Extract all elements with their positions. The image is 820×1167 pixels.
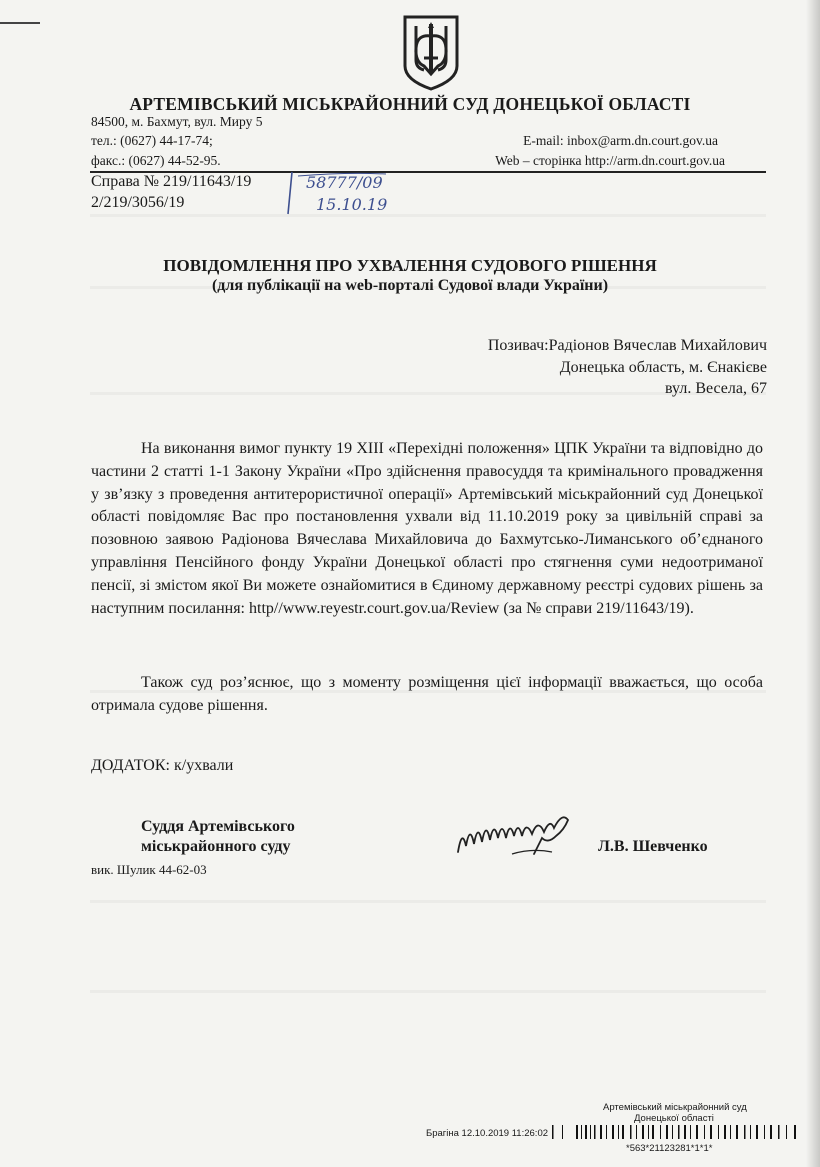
proceeding-number: 2/219/3056/19 (91, 194, 185, 211)
handwritten-reg-number: 58777/09 (306, 173, 383, 192)
court-address: 84500, м. Бахмут, вул. Миру 5 (91, 114, 263, 129)
judge-name: Л.В. Шевченко (598, 838, 708, 855)
court-fax: факс.: (0627) 44-52-95. (91, 153, 221, 168)
notice-title: ПОВІДОМЛЕННЯ ПРО УХВАЛЕННЯ СУДОВОГО РІШЕННЯ (163, 256, 657, 275)
clarification-paragraph: Також суд роз’яснює, що з моменту розміщення цієї інформації вважається, що особа отримала судове рішення. (91, 674, 763, 714)
attachment-note: ДОДАТОК: к/ухвали (91, 757, 234, 774)
court-name: АРТЕМІВСЬКИЙ МІСЬКРАЙОННИЙ СУД ДОНЕЦЬКОЇ ОБЛАСТІ (129, 94, 691, 114)
notice-body-paragraph: На виконання вимог пункту 19 ХІІІ «Перехідні положення» ЦПК України та відповідно до частини 2 статті 1-1 Закону України «Про здійснення правосуддя та кримінального провадження у зв’язку з проведення антитерористичної операції» Артемівський міськрайонний суд Донецької області повідомляє Вас про постановлення ухвали від 11.10.2019 року за цивільній справі за позовною заявою Радіонова Вячеслава Михайловича до Бахмутсько-Лиманського об’єднаного управління Пенсійного фонду України Донецької області про стягнення суми недоотриманої пенсії, зі змістом якої Ви можете ознайомитися в Єдиному державному реєстрі судових рішень за наступним посилання: http//www.reyestr.court.gov.ua/Review (за № справи 219/11643/19). (91, 440, 763, 617)
scan-edge-shadow (806, 0, 820, 1167)
handwritten-registration-mark (286, 170, 408, 216)
court-email: E-mail: inbox@arm.dn.court.gov.ua (523, 133, 718, 148)
stamp-registrar-datetime: Брагіна 12.10.2019 11:26:02 (426, 1128, 549, 1139)
scan-mark (0, 22, 40, 24)
stamp-court-region: Донецької області (634, 1113, 714, 1124)
judge-title-line1: Суддя Артемівського (141, 818, 295, 835)
judge-signature (452, 808, 594, 864)
addressee-name: Позивач:Радіонов Вячеслав Михайлович (487, 337, 767, 354)
executor-contact: вик. Шулик 44-62-03 (91, 862, 207, 877)
stamp-court-name: Артемівський міськрайонний суд (603, 1102, 747, 1113)
addressee-region: Донецька область, м. Єнакієве (559, 359, 767, 376)
court-phone: тел.: (0627) 44-17-74; (91, 133, 213, 148)
coat-of-arms-icon (402, 14, 460, 92)
bleed-through-line (90, 214, 766, 217)
barcode-code: *563*21123281*1*1* (626, 1143, 713, 1154)
addressee-street: вул. Весела, 67 (665, 380, 767, 397)
notice-subtitle: (для публікації на web-порталі Судової влади України) (211, 277, 609, 294)
bleed-through-line (90, 900, 766, 903)
handwritten-date: 15.10.19 (316, 195, 388, 214)
bleed-through-line (90, 990, 766, 993)
judge-title-line2: міськрайонного суду (141, 838, 291, 855)
court-website: Web – сторінка http://arm.dn.court.gov.ua (495, 153, 725, 168)
case-number: Справа № 219/11643/19 (91, 173, 252, 190)
